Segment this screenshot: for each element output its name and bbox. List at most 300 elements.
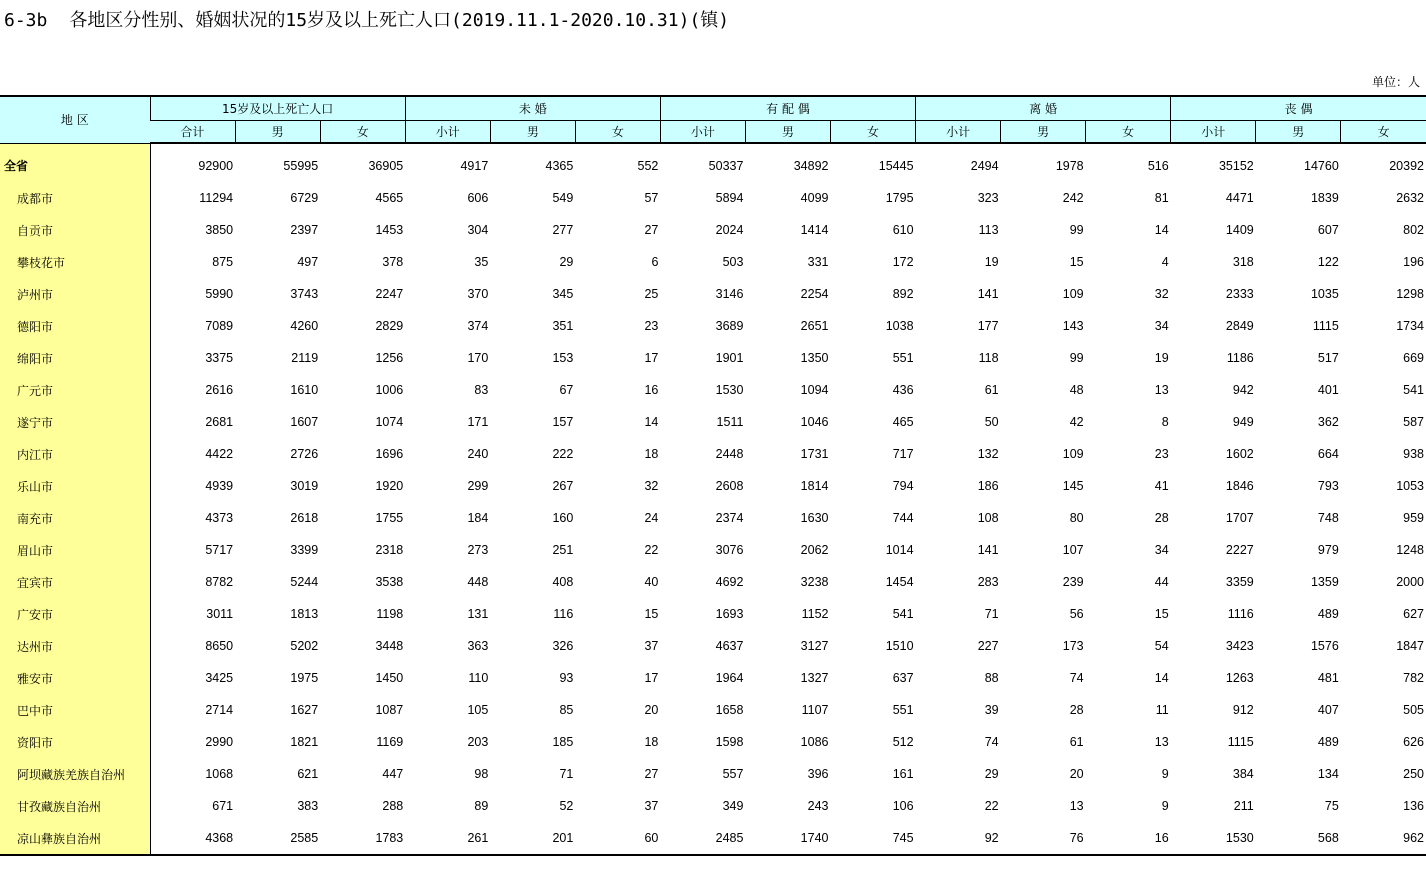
table-cell: 203 (467, 735, 489, 749)
table-cell: 157 (552, 415, 574, 429)
table-cell: 626 (1403, 735, 1424, 749)
table-cell: 283 (977, 575, 999, 589)
subheader: 小计 (660, 121, 745, 144)
table-row (0, 182, 1426, 214)
table-cell: 18 (644, 447, 659, 461)
subheader: 男 (1001, 121, 1086, 144)
table-cell: 37 (644, 799, 659, 813)
table-cell: 50337 (708, 159, 744, 173)
table-cell: 143 (1062, 319, 1084, 333)
table-cell: 118 (978, 351, 999, 365)
region-name: 成都市 (0, 182, 150, 214)
table-cell: 3538 (375, 575, 404, 589)
table-cell: 1074 (375, 415, 404, 429)
table-cell: 2849 (1225, 319, 1254, 333)
table-cell: 1169 (376, 735, 404, 749)
subheader: 男 (1256, 121, 1341, 144)
table-cell: 5717 (205, 543, 234, 557)
table-cell: 979 (1317, 543, 1339, 557)
table-cell: 243 (807, 799, 829, 813)
table-cell: 75 (1324, 799, 1339, 813)
table-cell: 170 (467, 351, 489, 365)
table-cell: 8650 (205, 639, 234, 653)
table-cell: 669 (1403, 351, 1424, 365)
table-cell: 131 (467, 607, 489, 621)
table-cell: 61 (1069, 735, 1084, 749)
table-cell: 141 (977, 543, 999, 557)
table-cell: 52 (559, 799, 574, 813)
group-header: 离 婚 (916, 96, 1171, 121)
table-cell: 28 (1069, 703, 1084, 717)
table-cell: 383 (297, 799, 319, 813)
table-cell: 161 (892, 767, 914, 781)
table-title: 各地区分性别、婚姻状况的15岁及以上死亡人口(2019.11.1-2020.10.31)(镇) (69, 10, 730, 31)
table-cell: 19 (984, 255, 999, 269)
table-cell: 1053 (1396, 479, 1424, 493)
table-cell: 1740 (745, 822, 830, 855)
table-cell: 113 (978, 223, 999, 237)
table-cell: 1847 (1396, 639, 1424, 653)
table-cell: 2829 (375, 319, 404, 333)
table-cell: 621 (297, 767, 319, 781)
subheader: 女 (575, 121, 660, 144)
table-cell: 2990 (205, 735, 234, 749)
table-cell: 80 (1069, 511, 1084, 525)
subheader: 女 (320, 121, 405, 144)
table-cell: 14 (1154, 223, 1169, 237)
table-cell: 1038 (885, 319, 914, 333)
table-cell: 89 (474, 799, 489, 813)
table-cell: 1846 (1225, 479, 1254, 493)
table-cell: 92 (916, 822, 1001, 855)
table-row (0, 758, 1426, 790)
table-cell: 1068 (205, 767, 234, 781)
table-cell: 60 (575, 822, 660, 855)
table-cell: 141 (977, 287, 999, 301)
table-cell: 29 (559, 255, 574, 269)
table-cell: 875 (212, 255, 234, 269)
data-table (0, 95, 1426, 856)
table-cell: 551 (892, 351, 914, 365)
table-cell: 15445 (878, 159, 914, 173)
table-cell: 186 (977, 479, 999, 493)
table-code: 6-3b (4, 10, 48, 31)
table-cell: 2494 (970, 159, 999, 173)
table-cell: 1414 (800, 223, 829, 237)
table-cell: 1814 (800, 479, 829, 493)
table-cell: 3399 (290, 543, 319, 557)
region-name: 攀枝花市 (0, 246, 150, 278)
table-cell: 489 (1317, 735, 1339, 749)
table-cell: 36905 (368, 159, 404, 173)
table-cell: 88 (984, 671, 999, 685)
table-row (0, 342, 1426, 374)
table-cell: 3689 (715, 319, 744, 333)
region-name: 凉山彝族自治州 (0, 822, 150, 855)
table-cell: 610 (892, 223, 914, 237)
table-cell: 55995 (283, 159, 319, 173)
table-cell: 61 (984, 383, 999, 397)
table-cell: 1530 (715, 383, 744, 397)
table-cell: 20 (644, 703, 659, 717)
table-cell: 1920 (375, 479, 404, 493)
table-cell: 802 (1403, 223, 1424, 237)
unit-label: 单位：人 (1371, 75, 1420, 89)
table-cell: 2247 (375, 287, 404, 301)
subheader: 女 (1341, 121, 1426, 144)
subheader: 女 (1086, 121, 1171, 144)
table-cell: 211 (1233, 799, 1254, 813)
table-cell: 106 (892, 799, 914, 813)
table-cell: 6 (651, 255, 659, 269)
table-cell: 1821 (290, 735, 319, 749)
table-cell: 962 (1341, 822, 1426, 855)
table-cell: 4373 (205, 511, 234, 525)
table-cell: 35 (474, 255, 489, 269)
region-name: 自贡市 (0, 214, 150, 246)
table-cell: 19 (1154, 351, 1169, 365)
table-cell: 28 (1154, 511, 1169, 525)
table-row (0, 662, 1426, 694)
table-cell: 40 (644, 575, 659, 589)
table-cell: 4 (1161, 255, 1169, 269)
table-cell: 277 (552, 223, 574, 237)
table-cell: 109 (1062, 287, 1084, 301)
table-cell: 17 (644, 671, 659, 685)
region-name: 内江市 (0, 438, 150, 470)
subheader: 小计 (1171, 121, 1256, 144)
group-header: 未 婚 (405, 96, 660, 121)
table-cell: 9 (1161, 799, 1169, 813)
region-name: 雅安市 (0, 662, 150, 694)
table-cell: 32 (1154, 287, 1169, 301)
table-cell: 2714 (205, 703, 234, 717)
table-cell: 250 (1403, 767, 1424, 781)
table-cell: 184 (467, 511, 489, 525)
table-cell: 1530 (1171, 822, 1256, 855)
table-cell: 5244 (290, 575, 319, 589)
table-cell: 1152 (801, 607, 829, 621)
table-cell: 76 (1001, 822, 1086, 855)
table-cell: 782 (1403, 671, 1424, 685)
table-header (0, 96, 1426, 143)
table-cell: 323 (977, 191, 999, 205)
region-name: 广安市 (0, 598, 150, 630)
table-cell: 15 (1154, 607, 1169, 621)
table-cell: 288 (382, 799, 404, 813)
table-cell: 2374 (715, 511, 744, 525)
table-cell: 1755 (375, 511, 404, 525)
table-cell: 299 (467, 479, 489, 493)
region-name: 阿坝藏族羌族自治州 (0, 758, 150, 790)
table-cell: 793 (1317, 479, 1339, 493)
table-cell: 20 (1069, 767, 1084, 781)
table-cell: 1409 (1225, 223, 1254, 237)
table-cell: 1658 (715, 703, 744, 717)
table-cell: 57 (644, 191, 659, 205)
table-cell: 2397 (290, 223, 319, 237)
table-cell: 92900 (198, 159, 234, 173)
table-cell: 892 (892, 287, 914, 301)
table-cell: 627 (1403, 607, 1424, 621)
table-cell: 4565 (375, 191, 404, 205)
table-cell: 153 (552, 351, 574, 365)
table-cell: 489 (1317, 607, 1339, 621)
table-row (0, 470, 1426, 502)
table-cell: 4939 (205, 479, 234, 493)
table-cell: 587 (1403, 415, 1424, 429)
table-cell: 39 (984, 703, 999, 717)
table-row (0, 534, 1426, 566)
table-cell: 2227 (1225, 543, 1254, 557)
table-cell: 50 (984, 415, 999, 429)
table-cell: 16 (644, 383, 659, 397)
table-row (0, 790, 1426, 822)
table-cell: 11 (1155, 703, 1169, 717)
table-cell: 93 (559, 671, 574, 685)
table-cell: 1263 (1225, 671, 1254, 685)
table-cell: 105 (467, 703, 489, 717)
table-cell: 1630 (800, 511, 829, 525)
table-cell: 9 (1161, 767, 1169, 781)
table-cell: 4422 (205, 447, 234, 461)
table-cell: 11294 (199, 191, 234, 205)
table-cell: 1975 (290, 671, 319, 685)
table-cell: 3076 (715, 543, 744, 557)
table-cell: 1327 (800, 671, 829, 685)
table-cell: 4692 (715, 575, 744, 589)
table-cell: 1014 (885, 543, 914, 557)
table-cell: 261 (405, 822, 490, 855)
table-cell: 1607 (290, 415, 319, 429)
table-cell: 8782 (205, 575, 234, 589)
table-cell: 8 (1161, 415, 1169, 429)
table-cell: 201 (490, 822, 575, 855)
table-cell: 2000 (1396, 575, 1424, 589)
region-name: 资阳市 (0, 726, 150, 758)
subheader: 男 (490, 121, 575, 144)
table-cell: 541 (892, 607, 914, 621)
table-cell: 1454 (885, 575, 914, 589)
table-cell: 173 (1062, 639, 1084, 653)
table-cell: 2726 (290, 447, 319, 461)
table-cell: 1627 (290, 703, 319, 717)
table-cell: 2448 (715, 447, 744, 461)
table-cell: 408 (552, 575, 574, 589)
table-cell: 4471 (1225, 191, 1254, 205)
table-cell: 3850 (205, 223, 234, 237)
table-cell: 1107 (801, 703, 829, 717)
table-cell: 20392 (1389, 159, 1424, 173)
table-cell: 16 (1086, 822, 1171, 855)
table-cell: 85 (559, 703, 574, 717)
table-cell: 436 (892, 383, 914, 397)
table-cell: 2616 (205, 383, 234, 397)
table-cell: 717 (892, 447, 914, 461)
table-cell: 14 (1154, 671, 1169, 685)
table-cell: 27 (644, 767, 659, 781)
table-cell: 1510 (885, 639, 914, 653)
table-row (0, 406, 1426, 438)
table-cell: 1734 (1396, 319, 1424, 333)
table-cell: 349 (722, 799, 744, 813)
table-cell: 3238 (800, 575, 829, 589)
table-cell: 3019 (290, 479, 319, 493)
table-cell: 23 (644, 319, 659, 333)
table-cell: 1602 (1225, 447, 1254, 461)
table-cell: 1696 (375, 447, 404, 461)
table-cell: 1046 (800, 415, 829, 429)
table-cell: 959 (1403, 511, 1424, 525)
table-cell: 374 (467, 319, 489, 333)
table-cell: 3146 (715, 287, 744, 301)
table-cell: 145 (1062, 479, 1084, 493)
table-cell: 794 (892, 479, 914, 493)
table-cell: 15 (1069, 255, 1084, 269)
table-cell: 351 (552, 319, 574, 333)
subheader: 女 (830, 121, 915, 144)
table-cell: 34892 (793, 159, 829, 173)
table-row (0, 502, 1426, 534)
table-cell: 949 (1232, 415, 1254, 429)
table-cell: 14 (644, 415, 659, 429)
table-cell: 4099 (800, 191, 829, 205)
table-cell: 1086 (800, 735, 829, 749)
table-row (0, 630, 1426, 662)
table-cell: 1035 (1310, 287, 1339, 301)
table-cell: 4637 (715, 639, 744, 653)
table-cell: 318 (1232, 255, 1254, 269)
table-cell: 171 (467, 415, 489, 429)
table-cell: 1006 (375, 383, 404, 397)
table-cell: 239 (1062, 575, 1084, 589)
table-cell: 81 (1154, 191, 1169, 205)
table-cell: 2632 (1396, 191, 1424, 205)
table-cell: 512 (892, 735, 914, 749)
table-cell: 407 (1317, 703, 1339, 717)
table-cell: 44 (1154, 575, 1169, 589)
table-cell: 109 (1062, 447, 1084, 461)
table-cell: 1186 (1226, 351, 1254, 365)
table-cell: 56 (1069, 607, 1084, 621)
table-cell: 2062 (800, 543, 829, 557)
table-cell: 1576 (1310, 639, 1339, 653)
table-cell: 304 (467, 223, 489, 237)
table-cell: 465 (892, 415, 914, 429)
table-cell: 160 (552, 511, 574, 525)
table-cell: 48 (1069, 383, 1084, 397)
table-cell: 1511 (716, 415, 744, 429)
table-cell: 108 (977, 511, 999, 525)
table-cell: 384 (1232, 767, 1254, 781)
table-cell: 516 (1147, 159, 1169, 173)
table-cell: 4368 (150, 822, 235, 855)
table-cell: 1795 (885, 191, 914, 205)
region-header: 地 区 (0, 96, 150, 143)
table-cell: 744 (892, 511, 914, 525)
region-name: 绵阳市 (0, 342, 150, 374)
table-body (0, 143, 1426, 855)
table-cell: 3743 (290, 287, 319, 301)
table-cell: 5990 (205, 287, 234, 301)
table-cell: 3359 (1225, 575, 1254, 589)
table-cell: 107 (1062, 543, 1084, 557)
table-cell: 13 (1154, 735, 1169, 749)
table-row (0, 374, 1426, 406)
table-cell: 172 (892, 255, 914, 269)
table-cell: 7089 (205, 319, 234, 333)
table-cell: 17 (644, 351, 659, 365)
table-cell: 1116 (1227, 607, 1254, 621)
table-cell: 22 (984, 799, 999, 813)
region-name: 乐山市 (0, 470, 150, 502)
table-cell: 13 (1069, 799, 1084, 813)
region-name: 宜宾市 (0, 566, 150, 598)
table-cell: 5202 (290, 639, 319, 653)
table-cell: 1450 (375, 671, 404, 685)
table-row (0, 278, 1426, 310)
region-name: 南充市 (0, 502, 150, 534)
table-cell: 1256 (375, 351, 404, 365)
table-cell: 83 (474, 383, 489, 397)
region-name: 达州市 (0, 630, 150, 662)
table-cell: 505 (1403, 703, 1424, 717)
table-cell: 110 (468, 671, 489, 685)
subheader: 小计 (916, 121, 1001, 144)
table-cell: 4365 (545, 159, 574, 173)
table-cell: 273 (467, 543, 489, 557)
table-cell: 13 (1154, 383, 1169, 397)
table-cell: 34 (1154, 319, 1169, 333)
table-cell: 5894 (715, 191, 744, 205)
table-cell: 35152 (1218, 159, 1254, 173)
table-cell: 2651 (800, 319, 829, 333)
table-cell: 3448 (375, 639, 404, 653)
table-cell: 3127 (800, 639, 829, 653)
region-name: 全省 (0, 143, 150, 182)
table-cell: 74 (1069, 671, 1084, 685)
table-cell: 551 (892, 703, 914, 717)
table-cell: 2585 (235, 822, 320, 855)
table-cell: 14760 (1304, 159, 1339, 173)
table-cell: 99 (1069, 351, 1084, 365)
table-cell: 396 (807, 767, 829, 781)
table-cell: 222 (552, 447, 574, 461)
table-cell: 363 (467, 639, 489, 653)
table-cell: 1978 (1055, 159, 1084, 173)
table-cell: 18 (644, 735, 659, 749)
table-cell: 745 (830, 822, 915, 855)
table-cell: 196 (1403, 255, 1424, 269)
table-cell: 267 (552, 479, 574, 493)
table-cell: 3011 (206, 607, 234, 621)
table-cell: 2024 (715, 223, 744, 237)
page-title (4, 6, 729, 32)
table-cell: 607 (1317, 223, 1339, 237)
table-cell: 227 (977, 639, 999, 653)
table-cell: 938 (1403, 447, 1424, 461)
table-cell: 1248 (1396, 543, 1424, 557)
table-cell: 27 (644, 223, 659, 237)
table-cell: 362 (1317, 415, 1339, 429)
table-row-total (0, 143, 1426, 182)
table-row (0, 438, 1426, 470)
table-cell: 3423 (1225, 639, 1254, 653)
table-cell: 2608 (715, 479, 744, 493)
table-cell: 1198 (376, 607, 404, 621)
table-cell: 3375 (205, 351, 234, 365)
table-cell: 1094 (800, 383, 829, 397)
